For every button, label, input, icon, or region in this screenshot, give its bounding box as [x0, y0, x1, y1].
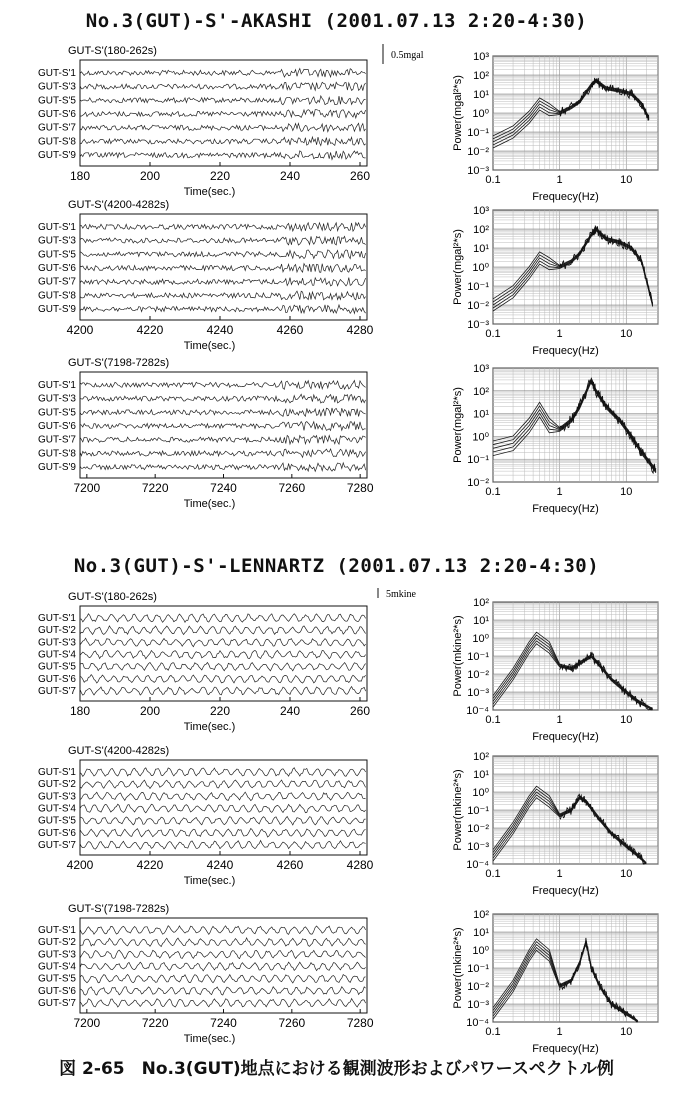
section-title-lennartz: No.3(GUT)-S'-LENNARTZ (2001.07.13 2:20-4:30) — [73, 555, 600, 577]
x-tick-label: 180 — [69, 169, 91, 183]
waveform-trace — [80, 463, 366, 472]
channel-label: GUT-S'7 — [37, 434, 76, 446]
channel-label: GUT-S'5 — [37, 407, 76, 419]
waveform-trace — [80, 626, 366, 635]
y-tick-label: 10⁻² — [467, 981, 489, 993]
waveform-trace — [80, 96, 366, 105]
channel-label: GUT-S'4 — [37, 961, 76, 973]
y-tick-label: 10⁻³ — [467, 841, 489, 853]
y-tick-label: 10⁻² — [467, 669, 489, 681]
chart-panel-6 — [38, 903, 658, 1055]
waveform-trace — [80, 381, 366, 390]
waveform-trace — [80, 792, 366, 801]
x-tick-label: 200 — [139, 169, 161, 183]
channel-label: GUT-S'1 — [37, 925, 76, 937]
x-tick-label: 4280 — [346, 323, 374, 337]
channel-label: GUT-S'8 — [37, 136, 76, 148]
channel-label: GUT-S'3 — [37, 235, 76, 247]
waveform-trace — [80, 650, 366, 658]
x-tick-label: 1 — [556, 328, 563, 340]
channel-label: GUT-S'2 — [37, 779, 76, 791]
channel-label: GUT-S'5 — [37, 973, 76, 985]
x-tick-label: 10 — [620, 714, 633, 726]
x-tick-label: 4200 — [66, 858, 94, 872]
waveform-trace — [80, 69, 366, 78]
waveform-trace — [80, 974, 366, 983]
panel-title: GUT-S'(7198-7282s) — [68, 903, 170, 915]
channel-label: GUT-S'7 — [37, 839, 76, 851]
waveform-trace — [80, 804, 366, 813]
spectrum-x-axis-label: Frequecy(Hz) — [532, 345, 599, 357]
channel-label: GUT-S'2 — [37, 937, 76, 949]
channel-label: GUT-S'7 — [37, 685, 76, 697]
x-axis-label: Time(sec.) — [183, 721, 236, 733]
channel-label: GUT-S'4 — [37, 649, 76, 661]
channel-label: GUT-S'9 — [37, 304, 76, 316]
x-tick-label: 10 — [620, 174, 633, 186]
x-tick-label: 220 — [209, 704, 231, 718]
y-tick-label: 10⁻³ — [467, 999, 489, 1011]
waveform-trace — [80, 236, 366, 245]
channel-label: GUT-S'6 — [37, 673, 76, 685]
scale-bar-label: 0.5mgal — [391, 50, 424, 61]
y-tick-label: 10⁻³ — [467, 687, 489, 699]
panel-title: GUT-S'(4200-4282s) — [68, 745, 170, 757]
y-tick-label: 10³ — [473, 363, 489, 375]
y-tick-label: 10¹ — [473, 243, 489, 255]
x-tick-label: 10 — [620, 1026, 633, 1038]
x-tick-label: 7260 — [278, 481, 306, 495]
waveform-trace — [80, 394, 366, 403]
x-tick-label: 1 — [556, 714, 563, 726]
waveform-trace — [80, 110, 366, 118]
panel-title: GUT-S'(180-262s) — [68, 591, 157, 603]
channel-label: GUT-S'1 — [37, 379, 76, 391]
x-tick-label: 0.1 — [485, 1026, 501, 1038]
y-tick-label: 10⁻² — [467, 823, 489, 835]
waveform-trace — [80, 82, 366, 90]
channel-label: GUT-S'3 — [37, 637, 76, 649]
y-tick-label: 10² — [473, 597, 489, 609]
y-tick-label: 10⁻⁴ — [466, 705, 489, 717]
waveform-trace — [80, 663, 366, 671]
waveform-frame — [80, 918, 367, 1013]
x-tick-label: 7240 — [210, 481, 237, 495]
channel-label: GUT-S'9 — [37, 462, 76, 474]
channel-label: GUT-S'5 — [37, 95, 76, 107]
y-tick-label: 10⁻¹ — [467, 281, 489, 293]
x-tick-label: 7220 — [141, 481, 169, 495]
spectrum-curve-detail — [560, 78, 649, 121]
x-tick-label: 180 — [69, 704, 91, 718]
x-tick-label: 7280 — [346, 481, 374, 495]
channel-label: GUT-S'5 — [37, 249, 76, 261]
x-tick-label: 1 — [556, 868, 563, 880]
spectrum-y-axis-label: Power(mkine²*s) — [452, 769, 464, 851]
waveform-trace — [80, 137, 366, 146]
waveform-trace — [80, 950, 366, 959]
y-tick-label: 10¹ — [473, 927, 489, 939]
channel-label: GUT-S'3 — [37, 81, 76, 93]
channel-label: GUT-S'6 — [37, 263, 76, 274]
channel-label: GUT-S'5 — [37, 661, 76, 673]
scale-bar-label: 5mkine — [386, 589, 416, 600]
channel-label: GUT-S'6 — [37, 421, 76, 432]
channel-label: GUT-S'6 — [37, 109, 76, 120]
spectrum-curve — [493, 379, 656, 470]
y-tick-label: 10⁰ — [472, 945, 489, 957]
chart-panel-2 — [38, 199, 658, 357]
y-tick-label: 10⁰ — [472, 108, 489, 120]
y-tick-label: 10¹ — [473, 89, 489, 101]
y-tick-label: 10² — [473, 385, 489, 398]
channel-label: GUT-S'1 — [37, 67, 76, 79]
spectrum-frame — [493, 368, 658, 482]
waveform-trace — [80, 829, 366, 838]
y-tick-label: 10⁰ — [472, 787, 489, 799]
x-tick-label: 200 — [139, 704, 161, 718]
x-axis-label: Time(sec.) — [183, 340, 236, 352]
waveform-trace — [80, 223, 366, 232]
y-tick-label: 10¹ — [473, 408, 489, 421]
waveform-trace — [80, 987, 366, 995]
chart-panel-3 — [38, 357, 658, 515]
y-tick-label: 10⁻¹ — [467, 651, 489, 663]
waveform-trace — [80, 962, 366, 971]
spectrum-x-axis-label: Frequecy(Hz) — [532, 503, 599, 515]
y-tick-label: 10⁻¹ — [467, 454, 489, 467]
x-tick-label: 4220 — [136, 858, 164, 872]
channel-label: GUT-S'1 — [37, 221, 76, 233]
waveform-trace — [80, 278, 366, 286]
waveform-trace — [80, 841, 366, 850]
y-tick-label: 10² — [473, 70, 489, 82]
waveform-trace — [80, 151, 366, 160]
y-tick-label: 10⁻² — [467, 300, 489, 312]
x-tick-label: 260 — [349, 704, 371, 718]
x-tick-label: 0.1 — [485, 714, 501, 726]
spectrum-y-axis-label: Power(mgal²*s) — [452, 387, 464, 463]
y-tick-label: 10⁻¹ — [467, 127, 489, 139]
panel-title: GUT-S'(4200-4282s) — [68, 199, 170, 211]
channel-label: GUT-S'3 — [37, 393, 76, 405]
x-tick-label: 0.1 — [485, 486, 501, 498]
waveform-trace — [80, 999, 366, 1007]
waveform-trace — [80, 817, 366, 826]
y-tick-label: 10¹ — [473, 769, 489, 781]
waveform-trace — [80, 264, 366, 273]
waveform-trace — [80, 638, 366, 647]
x-tick-label: 4240 — [206, 858, 234, 872]
y-tick-label: 10⁻⁴ — [466, 859, 489, 871]
spectrum-y-axis-label: Power(mgal²*s) — [452, 229, 464, 305]
x-tick-label: 4280 — [346, 858, 374, 872]
x-tick-label: 0.1 — [485, 328, 501, 340]
waveform-trace — [80, 938, 366, 947]
waveform-trace — [80, 926, 366, 935]
chart-panel-1 — [38, 44, 658, 203]
y-tick-label: 10² — [473, 909, 489, 921]
x-tick-label: 7260 — [278, 1016, 306, 1030]
x-tick-label: 1 — [556, 1026, 563, 1038]
figure-caption: 図 2-65 No.3(GUT)地点における観測波形およびパワースペクトル例 — [59, 1059, 614, 1079]
spectrum-x-axis-label: Frequecy(Hz) — [532, 1043, 599, 1055]
y-tick-label: 10³ — [473, 51, 489, 63]
waveform-trace — [80, 436, 366, 445]
y-tick-label: 10² — [473, 751, 489, 763]
waveform-trace — [80, 768, 366, 777]
channel-label: GUT-S'6 — [37, 985, 76, 997]
x-tick-label: 0.1 — [485, 868, 501, 880]
waveform-trace — [80, 675, 366, 683]
spectrum-x-axis-label: Frequecy(Hz) — [532, 191, 599, 203]
section-title-akashi: No.3(GUT)-S'-AKASHI (2001.07.13 2:20-4:30) — [85, 10, 588, 32]
spectrum-y-axis-label: Power(mgal²*s) — [452, 75, 464, 151]
channel-label: GUT-S'7 — [37, 276, 76, 288]
x-tick-label: 220 — [209, 169, 231, 183]
channel-label: GUT-S'4 — [37, 803, 76, 815]
x-tick-label: 7280 — [346, 1016, 374, 1030]
waveform-trace — [80, 305, 366, 314]
y-tick-label: 10⁰ — [472, 262, 489, 274]
channel-label: GUT-S'3 — [37, 949, 76, 961]
waveform-trace — [80, 780, 366, 789]
x-tick-label: 240 — [279, 704, 301, 718]
channel-label: GUT-S'1 — [37, 613, 76, 625]
channel-label: GUT-S'5 — [37, 815, 76, 827]
y-tick-label: 10⁰ — [472, 431, 489, 444]
spectrum-curve — [493, 641, 653, 710]
waveform-trace — [80, 449, 366, 457]
x-tick-label: 240 — [279, 169, 301, 183]
y-tick-label: 10⁰ — [472, 633, 489, 645]
waveform-trace — [80, 614, 366, 623]
x-tick-label: 7200 — [73, 481, 101, 495]
spectrum-x-axis-label: Frequecy(Hz) — [532, 731, 599, 743]
x-tick-label: 4200 — [66, 323, 94, 337]
waveform-trace — [80, 687, 366, 696]
y-tick-label: 10⁻¹ — [467, 805, 489, 817]
channel-label: GUT-S'1 — [37, 767, 76, 779]
x-tick-label: 0.1 — [485, 174, 501, 186]
waveform-trace — [80, 408, 366, 417]
y-tick-label: 10⁻² — [467, 477, 489, 489]
y-tick-label: 10⁻³ — [467, 165, 489, 177]
x-axis-label: Time(sec.) — [183, 186, 236, 198]
x-axis-label: Time(sec.) — [183, 498, 236, 510]
y-tick-label: 10⁻¹ — [467, 963, 489, 975]
x-tick-label: 1 — [556, 486, 563, 498]
x-tick-label: 10 — [620, 328, 633, 340]
x-tick-label: 10 — [620, 868, 633, 880]
x-tick-label: 4240 — [206, 323, 234, 337]
waveform-frame — [80, 606, 367, 701]
y-tick-label: 10³ — [473, 205, 489, 217]
channel-label: GUT-S'2 — [37, 625, 76, 637]
channel-label: GUT-S'3 — [37, 791, 76, 803]
x-tick-label: 260 — [349, 169, 371, 183]
waveform-trace — [80, 123, 366, 131]
spectrum-x-axis-label: Frequecy(Hz) — [532, 885, 599, 897]
x-tick-label: 7200 — [73, 1016, 101, 1030]
x-tick-label: 1 — [556, 174, 563, 186]
x-tick-label: 7240 — [210, 1016, 237, 1030]
x-tick-label: 4260 — [276, 323, 304, 337]
y-tick-label: 10⁻⁴ — [466, 1017, 489, 1029]
channel-label: GUT-S'8 — [37, 448, 76, 460]
channel-label: GUT-S'7 — [37, 997, 76, 1009]
x-axis-label: Time(sec.) — [183, 875, 236, 887]
waveform-trace — [80, 291, 366, 300]
x-tick-label: 10 — [620, 486, 633, 498]
chart-panel-4 — [38, 588, 658, 743]
channel-label: GUT-S'6 — [37, 827, 76, 839]
channel-label: GUT-S'9 — [37, 150, 76, 162]
spectrum-y-axis-label: Power(mkine²*s) — [452, 927, 464, 1009]
x-axis-label: Time(sec.) — [183, 1033, 236, 1045]
channel-label: GUT-S'7 — [37, 122, 76, 134]
panel-title: GUT-S'(7198-7282s) — [68, 357, 170, 369]
waveform-trace — [80, 250, 366, 259]
channel-label: GUT-S'8 — [37, 290, 76, 302]
x-tick-label: 4260 — [276, 858, 304, 872]
panel-title: GUT-S'(180-262s) — [68, 45, 157, 57]
y-tick-label: 10² — [473, 224, 489, 236]
y-tick-label: 10⁻³ — [467, 319, 489, 331]
y-tick-label: 10¹ — [473, 615, 489, 627]
spectrum-curve — [493, 80, 649, 139]
spectrum-y-axis-label: Power(mkine²*s) — [452, 615, 464, 697]
y-tick-label: 10⁻² — [467, 146, 489, 158]
chart-panel-5 — [38, 745, 658, 897]
x-tick-label: 4220 — [136, 323, 164, 337]
x-tick-label: 7220 — [141, 1016, 169, 1030]
waveform-trace — [80, 422, 366, 431]
